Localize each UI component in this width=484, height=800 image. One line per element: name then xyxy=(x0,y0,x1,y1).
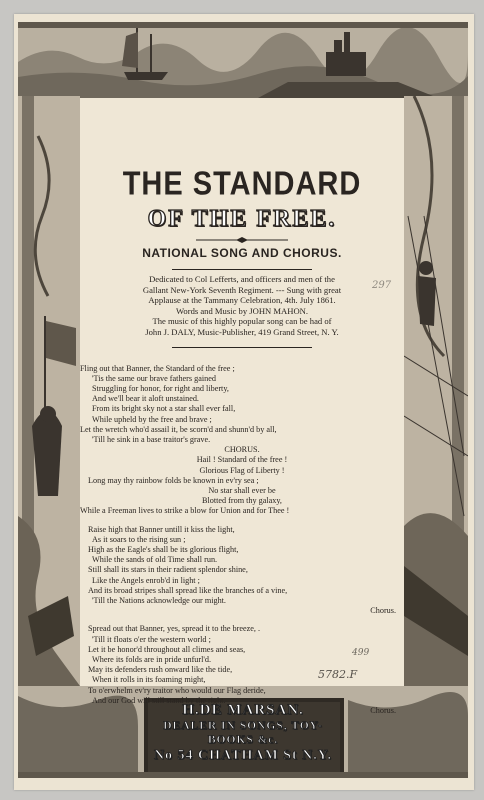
chorus-tag: Chorus. xyxy=(370,606,396,616)
divider-rule xyxy=(172,269,312,270)
chorus-line: No star shall ever be xyxy=(208,486,276,495)
top-border-engraving xyxy=(18,22,468,98)
lyric-line: Let the wretch who'd assail it, be scorn'd and shunn'd by all, xyxy=(80,424,277,434)
lyric-line: And its broad stripes shall spread like the branches of a vine, xyxy=(88,585,288,595)
lyric-line: And we'll bear it aloft unstained. xyxy=(92,394,199,404)
lyric-line: Like the Angels enrob'd in light ; xyxy=(92,575,200,585)
credit-line: The music of this highly popular song can be had of xyxy=(152,316,332,327)
lyric-line: To o'erwhelm ev'ry traitor who would our Flag deride, xyxy=(88,685,266,695)
chorus-line: Glorious Flag of Liberty ! xyxy=(199,465,285,475)
credit-line: Gallant New-York Seventh Regiment. --- Sung with great xyxy=(142,284,342,295)
subtitle: NATIONAL SONG AND CHORUS. xyxy=(142,246,342,260)
chorus-line: Long may thy rainbow folds be known in ev'ry sea ; xyxy=(88,475,259,485)
right-border-engraving xyxy=(404,96,468,686)
lyric-line: May its defenders rush onward like the tide, xyxy=(88,665,233,675)
left-border-engraving xyxy=(18,96,80,686)
song-sheet-content xyxy=(80,160,404,724)
lyric-line: Still shall its stars in their radient splendor shine, xyxy=(88,565,248,575)
chorus-label: CHORUS. xyxy=(224,445,260,455)
lyric-line: Let it be honor'd throughout all climes and seas, xyxy=(88,644,246,654)
lyric-line: Spread out that Banner, yes, spread it to the breeze, . xyxy=(88,624,261,634)
lyric-line: And our God will still stand by the right. xyxy=(92,695,226,705)
lyric-line: Where its folds are in pride unfurl'd. xyxy=(92,655,212,665)
imprint-line-3: No 54 CHATHAM St N.Y. xyxy=(153,748,333,763)
lyric-line: Fling out that Banner, the Standard of the free ; xyxy=(80,363,235,373)
lyric-line: From its bright sky not a star shall ever fall, xyxy=(92,404,236,414)
lyric-line: High as the Eagle's shall be its glorious flight, xyxy=(88,545,239,555)
chorus-line: Hail ! Standard of the free ! xyxy=(196,455,288,465)
lyric-line: While upheld by the free and brave ; xyxy=(92,414,212,424)
title-line-1: THE STANDARD xyxy=(122,165,362,203)
lyrics xyxy=(80,364,404,717)
credits-block xyxy=(80,274,404,338)
lyric-line: 'Tis the same our brave fathers gained xyxy=(92,373,216,383)
publisher-imprint xyxy=(148,702,338,778)
lyric-line: When it rolls in its foaming might, xyxy=(92,675,206,685)
imprint-line-1: H.DE MARSAN. xyxy=(182,702,304,718)
credit-line: Dedicated to Col Lefferts, and officers and men of the xyxy=(149,274,335,284)
handwritten-number-top: 297 xyxy=(372,280,392,291)
lyric-line: As it soars to the rising sun ; xyxy=(92,534,186,544)
handwritten-number-bottom: 499 xyxy=(352,648,370,658)
chorus-line: While a Freeman lives to strike a blow for Union and for Thee ! xyxy=(80,506,290,516)
credit-line: Words and Music by JOHN MAHON. xyxy=(175,305,309,316)
lyric-line: Struggling for honor, for right and liberty, xyxy=(92,383,229,393)
ornamental-rule xyxy=(196,237,288,243)
lyric-line: While the sands of old Time shall run. xyxy=(92,555,218,565)
verse-1 xyxy=(80,364,404,517)
lyric-line: Raise high that Banner untill it kiss the light, xyxy=(88,524,235,534)
credit-line: John J. DALY, Music-Publisher, 419 Grand Street, N. Y. xyxy=(145,326,339,337)
divider-rule xyxy=(172,347,312,348)
lyric-line: 'Till it floats o'er the western world ; xyxy=(92,634,211,644)
verse-2 xyxy=(80,525,404,617)
chorus-tag: Chorus. xyxy=(370,706,396,716)
lyric-line: 'Till the Nations acknowledge our might. xyxy=(92,596,226,606)
title-line-2: OF THE FREE. xyxy=(147,206,337,232)
chorus-line: Blotted from thy galaxy, xyxy=(202,496,282,506)
handwritten-catalog-number: 5782.F xyxy=(318,668,358,681)
credit-line: Applause at the Tammany Celebration, 4th. July 1861. xyxy=(148,295,336,306)
imprint-line-2: DEALER IN SONGS, TOY-BOOKS &c. xyxy=(163,720,323,746)
lyric-line: 'Till he sink in a base traitor's grave. xyxy=(92,434,211,444)
